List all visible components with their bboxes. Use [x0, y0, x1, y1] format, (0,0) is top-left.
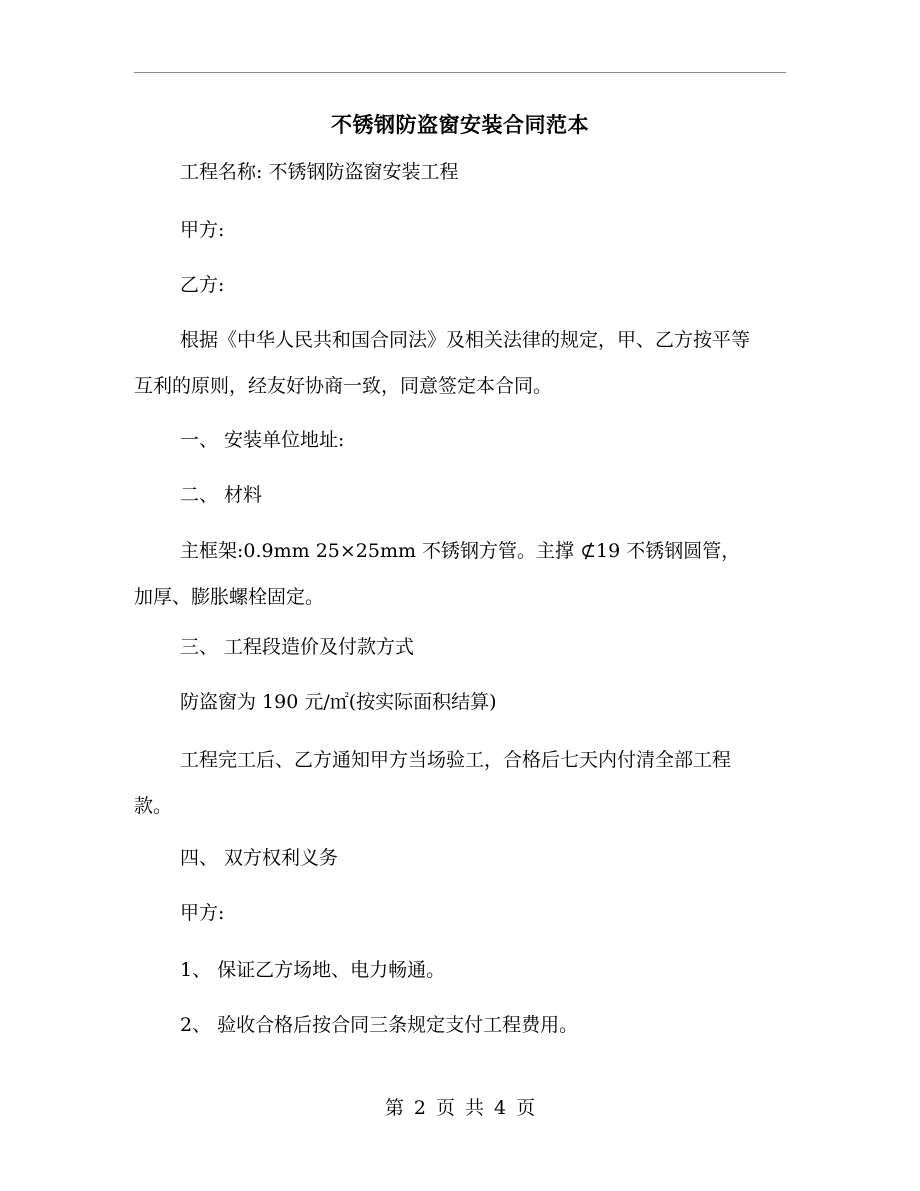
party-b-label: 乙方:: [180, 274, 225, 296]
payment-paragraph: 工程完工后、乙方通知甲方当场验工，合格后七天内付清全部工程款。: [134, 749, 732, 817]
section-3-heading: 三、 工程段造价及付款方式: [180, 636, 415, 658]
party-a-duties-label: 甲方:: [180, 902, 225, 924]
section-2-heading: 二、 材料: [180, 484, 263, 506]
document-title: 不锈钢防盗窗安装合同范本: [331, 112, 589, 137]
price-line: 防盗窗为 190 元/㎡(按实际面积结算): [180, 691, 497, 713]
page-indicator: 第 2 页 共 4 页: [384, 1097, 536, 1119]
party-a-label: 甲方:: [180, 219, 225, 241]
section-4-heading: 四、 双方权利义务: [180, 847, 339, 869]
header-rule: [134, 72, 786, 73]
section-1-heading: 一、 安装单位地址:: [180, 429, 345, 451]
duty-item-2: 2、 验收合格后按合同三条规定支付工程费用。: [180, 1014, 579, 1036]
project-name: 工程名称: 不锈钢防盗窗安装工程: [180, 161, 459, 183]
intro-paragraph: 根据《中华人民共和国合同法》及相关法律的规定，甲、乙方按平等互利的原则，经友好协商一致，同意签定本合同。: [134, 329, 751, 397]
materials-paragraph: 主框架:0.9mm 25×25mm 不锈钢方管。主撑 ⊄19 不锈钢圆管，加厚、膨胀螺栓固定。: [134, 540, 741, 608]
duty-item-1: 1、 保证乙方场地、电力畅通。: [180, 959, 446, 981]
